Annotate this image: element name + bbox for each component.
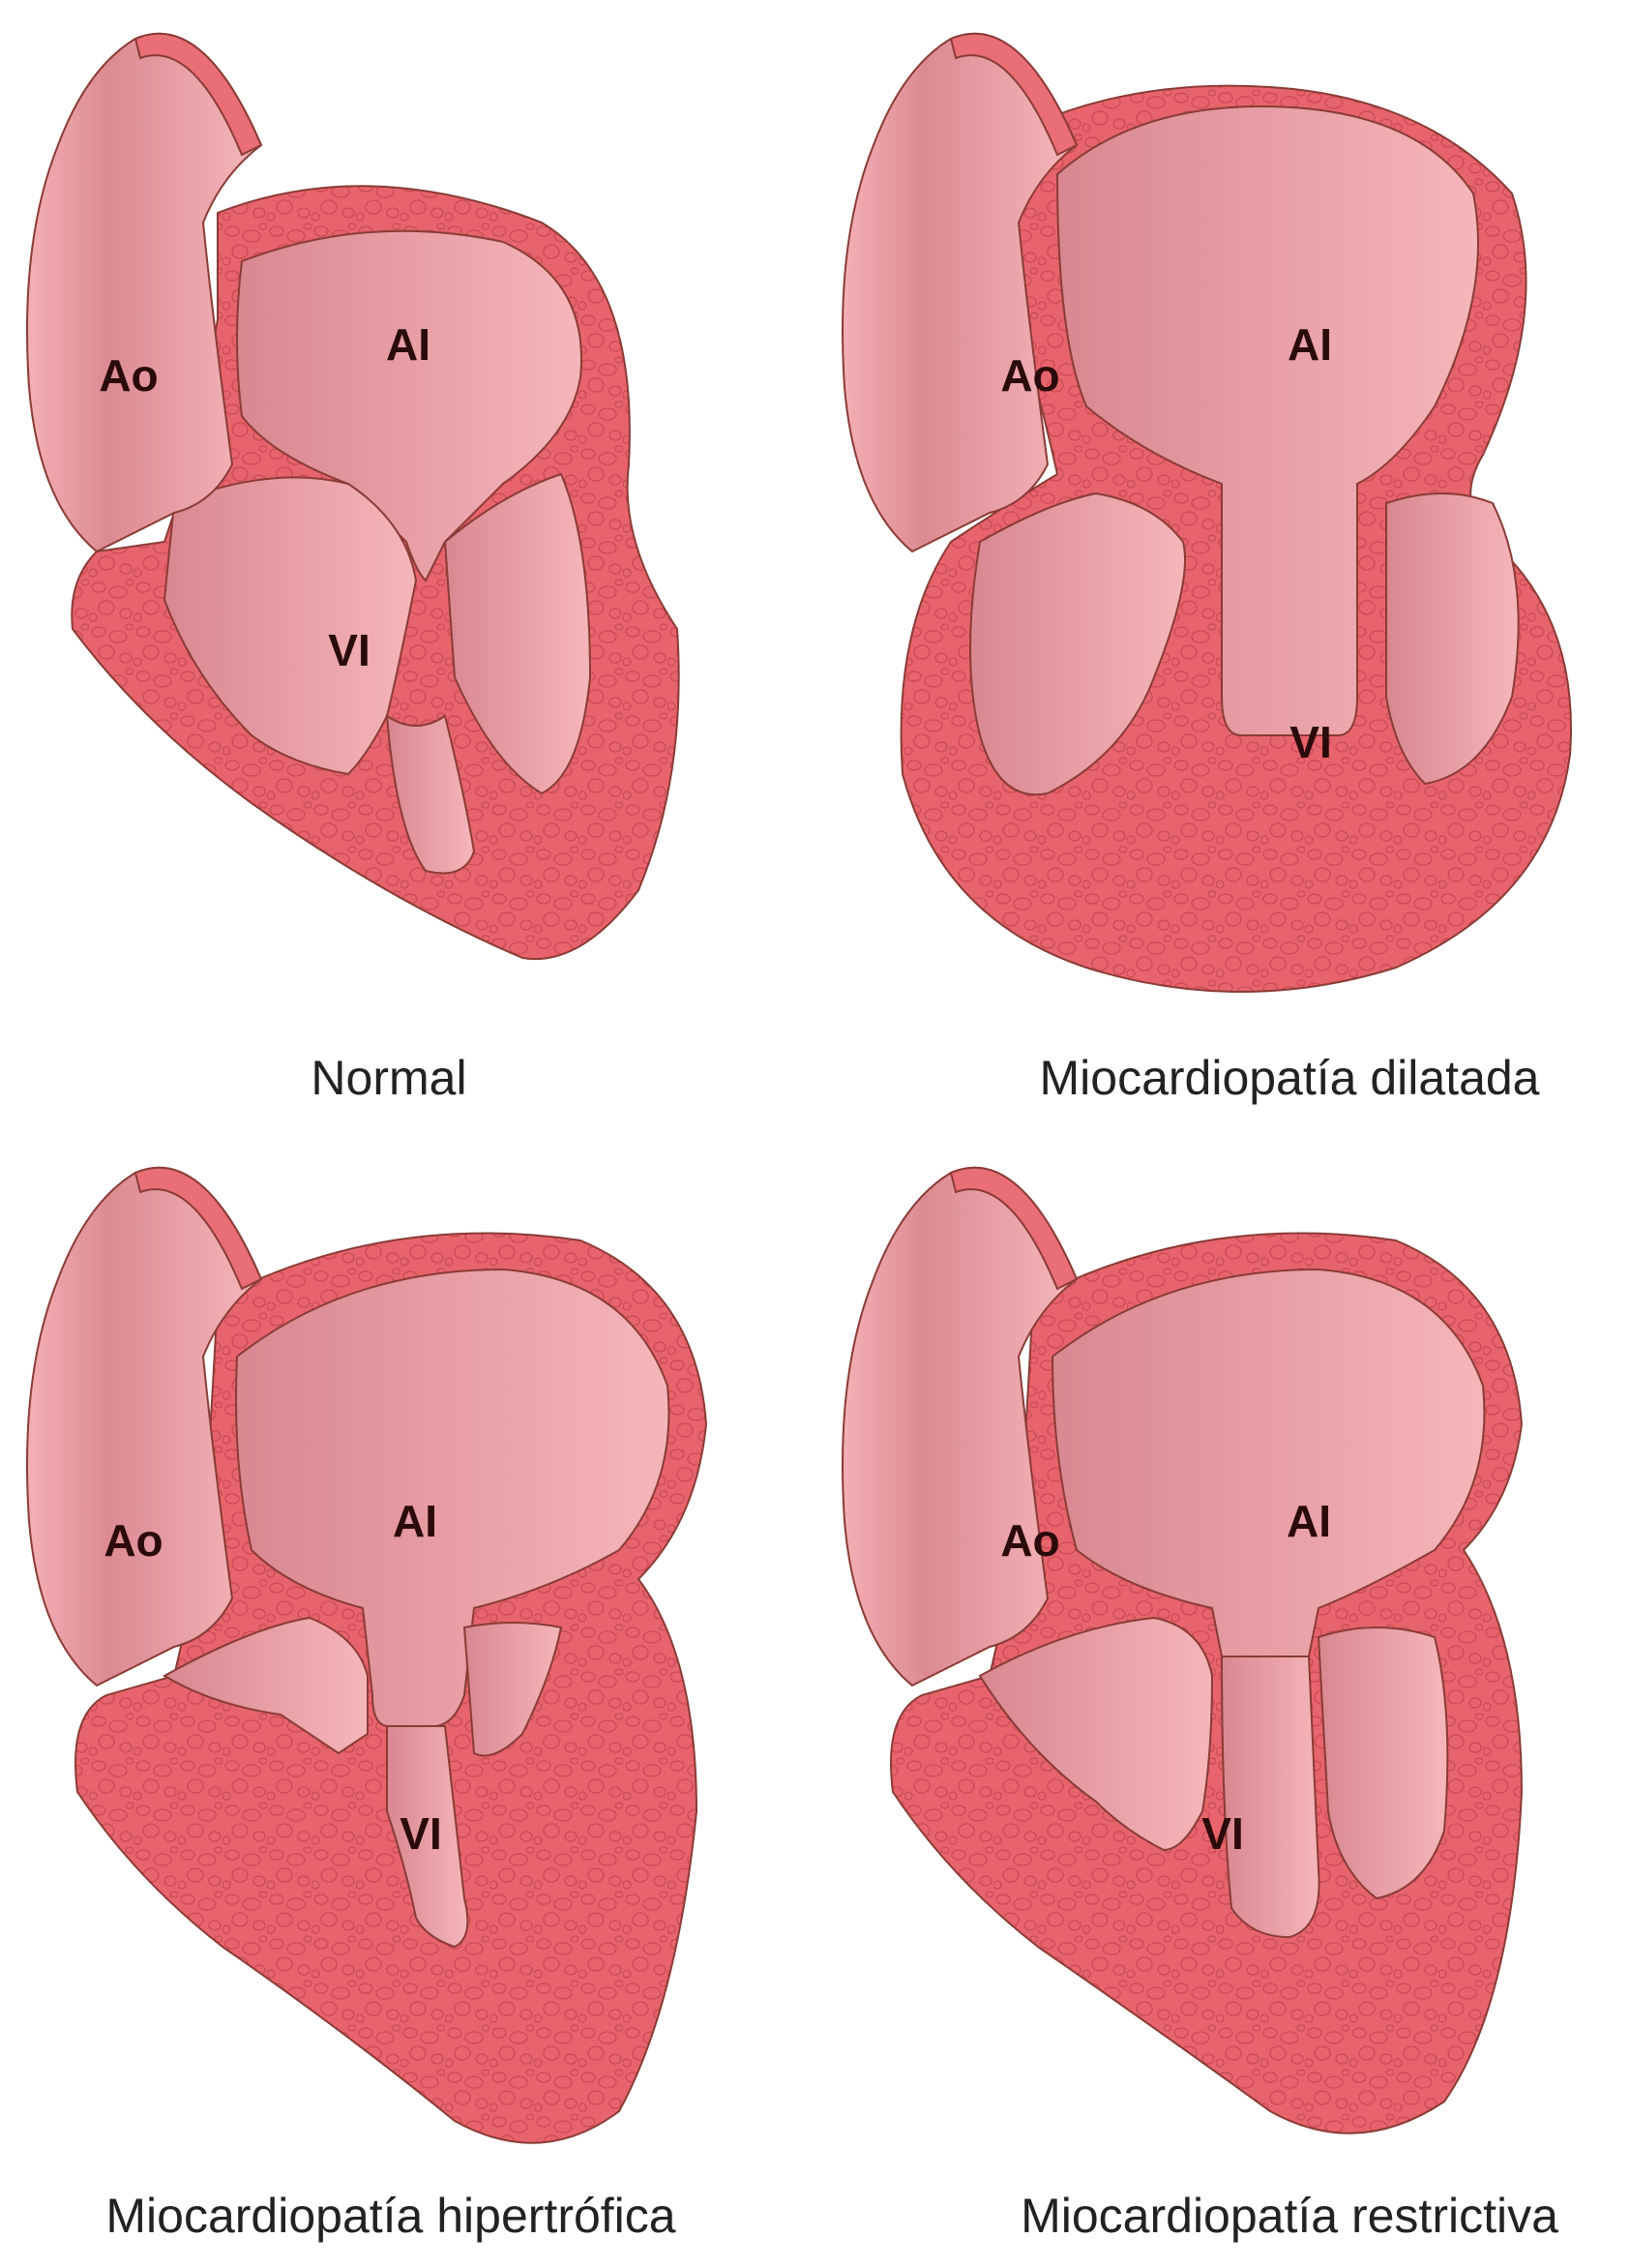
label-ao: Ao <box>1000 350 1060 401</box>
panel-dilated <box>815 0 1630 1134</box>
caption-hypertrophic: Miocardiopatía hipertrófica <box>105 2189 676 2243</box>
label-vl: VI <box>328 625 370 675</box>
panel-restrictive <box>815 1134 1630 2268</box>
caption-restrictive: Miocardiopatía restrictiva <box>1021 2189 1558 2243</box>
heart-hypertrophic-diagram <box>0 1134 815 2268</box>
label-al: AI <box>393 1496 437 1546</box>
apex-cavity <box>1222 1656 1319 1937</box>
panel-normal <box>0 0 815 1134</box>
label-al: AI <box>1288 319 1332 370</box>
label-ao: Ao <box>104 1515 163 1566</box>
label-ao: Ao <box>1000 1515 1060 1566</box>
panel-hypertrophic <box>0 1134 815 2268</box>
heart-dilated-diagram <box>815 0 1630 1134</box>
label-vl: VI <box>400 1808 442 1859</box>
heart-restrictive-diagram <box>815 1134 1630 2268</box>
label-al: AI <box>1287 1496 1331 1546</box>
label-vl: VI <box>1289 717 1332 767</box>
label-ao: Ao <box>99 350 159 401</box>
label-vl: VI <box>1201 1808 1244 1859</box>
caption-dilated: Miocardiopatía dilatada <box>1039 1051 1540 1105</box>
caption-normal: Normal <box>311 1051 467 1105</box>
heart-normal-diagram <box>0 0 815 1134</box>
label-al: AI <box>386 319 430 370</box>
